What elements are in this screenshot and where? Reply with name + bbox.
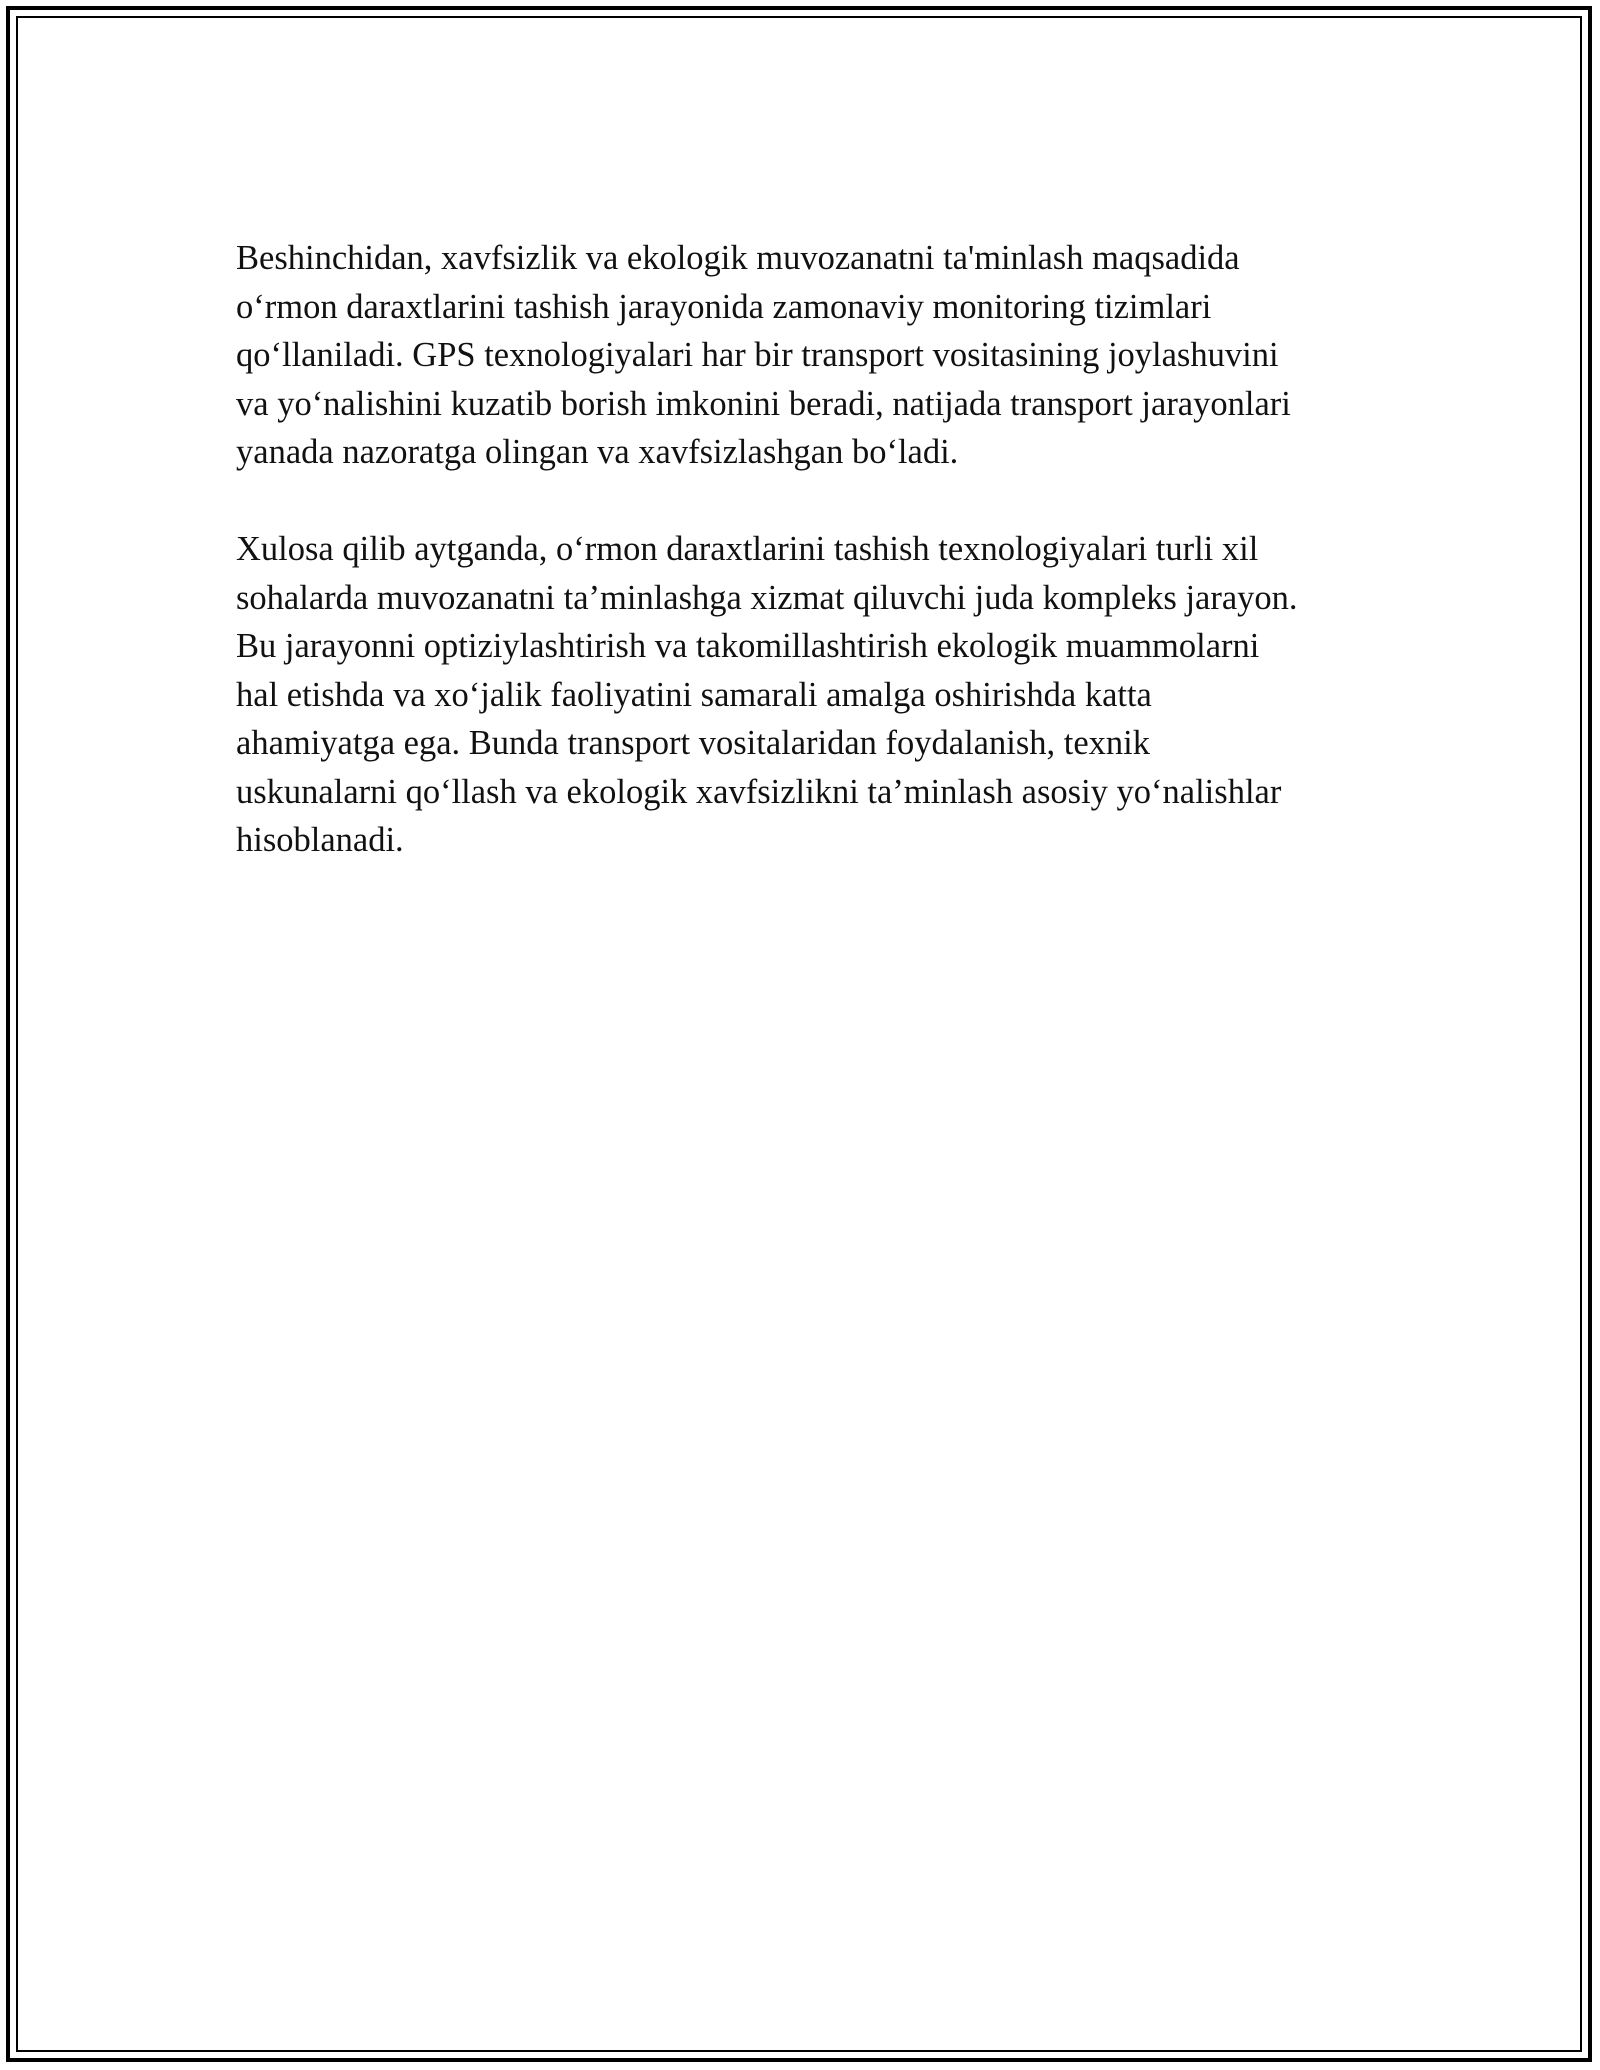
text-line: Xulosa qilib aytganda, o‘rmon daraxtlarini tashish texnologiyalari turli xil — [236, 530, 1259, 568]
text-line: hisoblanadi. — [236, 821, 404, 859]
paragraph-conclusion — [236, 525, 1376, 865]
text-line: sohalarda muvozanatni ta’minlashga xizmat qiluvchi juda kompleks jarayon. — [236, 578, 1298, 617]
text-line: va yo‘nalishini kuzatib borish imkonini beradi, natijada transport jarayonlari — [236, 384, 1291, 423]
text-line: yanada nazoratga olingan va xavfsizlashgan bo‘ladi. — [236, 433, 959, 471]
text-line: Beshinchidan, xavfsizlik va ekologik muvozanatni ta'minlash maqsadida — [236, 239, 1240, 277]
text-line: o‘rmon daraxtlarini tashish jarayonida zamonaviy monitoring tizimlari — [236, 287, 1212, 326]
text-line: qo‘llaniladi. GPS texnologiyalari har bir transport vositasining joylashuvini — [236, 336, 1279, 374]
document-body — [236, 234, 1376, 865]
text-line: uskunalarni qo‘llash va ekologik xavfsizlikni ta’minlash asosiy yo‘nalishlar — [236, 772, 1282, 811]
text-line: ahamiyatga ega. Bunda transport vositalaridan foydalanish, texnik — [236, 724, 1150, 762]
paragraph-monitoring — [236, 234, 1376, 477]
text-line: hal etishda va xo‘jalik faoliyatini samarali amalga oshirishda katta — [236, 675, 1152, 714]
text-line: Bu jarayonni optiziylashtirish va takomillashtirish ekologik muammolarni — [236, 627, 1260, 665]
